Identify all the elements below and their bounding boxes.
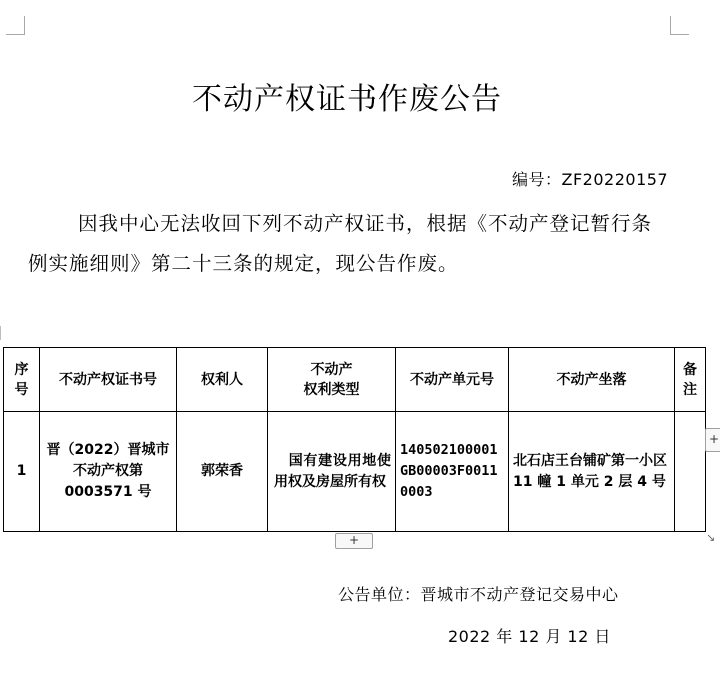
header-seq: 序 号: [4, 348, 40, 412]
header-unit-no: 不动产单元号: [396, 348, 509, 412]
announcement-paragraph: 因我中心无法收回下列不动产权证书，根据《不动产登记暂行条例实施细则》第二十三条的规定，现公告作废。: [28, 212, 653, 275]
issuing-unit: 公告单位：晋城市不动产登记交易中心: [338, 585, 619, 604]
header-holder: 权利人: [177, 348, 268, 412]
cell-remark: [675, 412, 706, 532]
cell-holder: 郭荣香: [177, 412, 268, 532]
table-row: [4, 412, 706, 532]
certificate-table: [3, 347, 706, 532]
page-corner-mark-left: [6, 16, 25, 35]
cell-cert-no: 晋（2022）晋城市 不动产权第 0003571 号: [40, 412, 177, 532]
table-move-handle[interactable]: [0, 326, 5, 340]
header-right-type: 不动产 权利类型: [268, 348, 396, 412]
cell-location: 北石店王台铺矿第一小区 11 幢 1 单元 2 层 4 号: [509, 412, 675, 532]
cell-right-type: 国有建设用地使用权及房屋所有权: [268, 412, 396, 532]
cell-seq: 1: [4, 412, 40, 532]
page-corner-mark-right: [670, 16, 689, 35]
header-cert-no: 不动产权证书号: [40, 348, 177, 412]
header-location: 不动产坐落: [509, 348, 675, 412]
add-column-button[interactable]: +: [705, 428, 720, 452]
header-remark: 备 注: [675, 348, 706, 412]
issue-date: 2022 年 12 月 12 日: [448, 627, 611, 646]
document-number: 编号：ZF20220157: [512, 170, 669, 189]
document-title: 不动产权证书作废公告: [192, 82, 502, 117]
add-row-button[interactable]: +: [335, 533, 373, 549]
table-resize-icon[interactable]: ↘: [706, 531, 716, 544]
table-header-row: [4, 348, 706, 412]
cell-unit-no: 140502100001GB00003F00110003: [396, 412, 509, 532]
